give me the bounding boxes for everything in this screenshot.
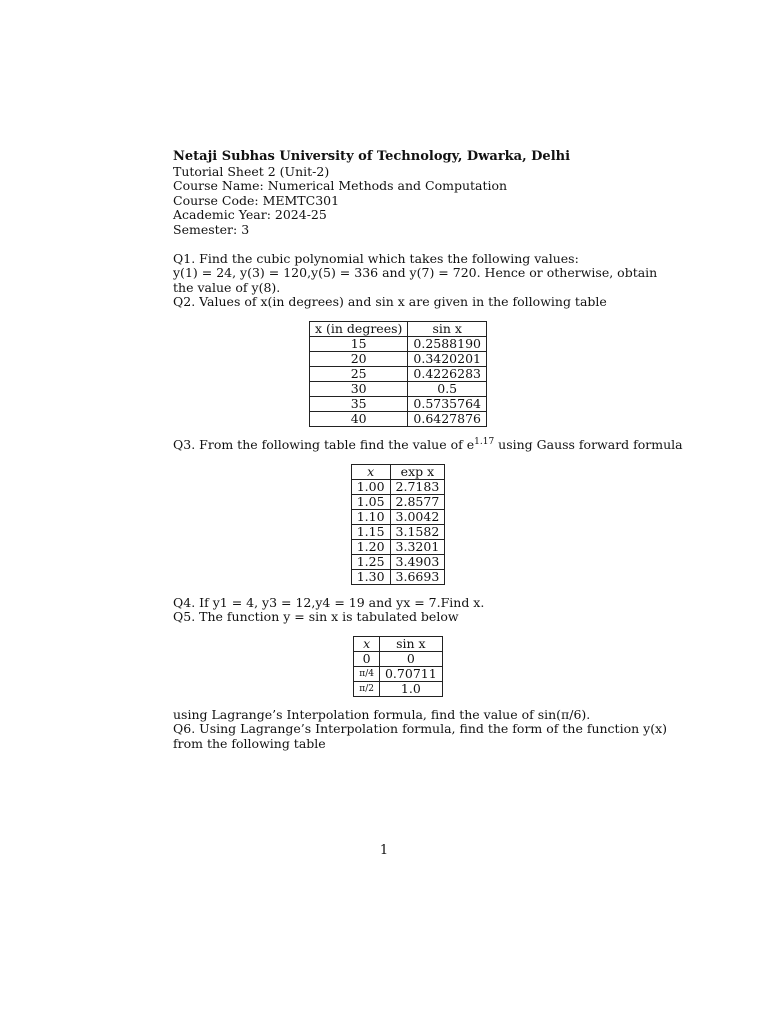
q6-label: Q6. [173,721,196,737]
table-header-row [351,464,445,479]
document-body [173,149,683,752]
table-cell: 25 [310,366,408,381]
table-row [310,396,487,411]
table-cell: 3.4903 [390,554,445,569]
course-name: Course Name: Numerical Methods and Computation [173,178,508,194]
table-row [310,336,487,351]
table-cell: 40 [310,411,408,426]
table-cell: 2.7183 [390,479,445,494]
q1-text: Find the cubic polynomial which takes the following values: [199,250,579,266]
table-cell: 20 [310,351,408,366]
table-cell: 0.5735764 [408,396,487,411]
table-row [310,351,487,366]
table-row [354,666,442,681]
q1-line1 [173,252,623,267]
semester: Semester: 3 [173,221,250,237]
table-header-cell: x [354,636,380,651]
q5-label: Q5. [173,609,196,625]
table-row [310,411,487,426]
table-row [310,366,487,381]
university-title: Netaji Subhas University of Technology, Dwarka, Delhi [173,149,571,164]
sin-radians-table [353,636,442,697]
table-cell: 35 [310,396,408,411]
question-1 [173,250,658,296]
table-cell: 3.1582 [390,524,445,539]
table-cell: 2.8577 [390,494,445,509]
table-cell: 0.3420201 [408,351,487,366]
table-row [354,651,442,666]
course-code: Course Code: MEMTC301 [173,192,340,208]
table-header-row [310,321,487,336]
table-cell: 1.30 [351,569,390,584]
q3-exponent: 1.17 [474,436,495,447]
table-cell: 3.3201 [390,539,445,554]
page-number: 1 [379,843,389,858]
table-row [351,509,445,524]
table-row [351,539,445,554]
table-header-row [354,636,442,651]
table-cell: π/4 [354,666,380,681]
q6-line1 [173,721,667,737]
table-header-cell: exp x [390,464,445,479]
q3-text-before: From the following table find the value of e [199,436,475,452]
exp-table [351,464,446,585]
q5-after-text: using Lagrange’s Interpolation formula, find the value of sin(π/6). [173,706,591,722]
q3-label: Q3. [173,436,196,452]
table-cell: 0.70711 [379,666,442,681]
q2-label: Q2. [173,294,196,310]
q1-line2: y(1) = 24, y(3) = 120,y(5) = 336 and y(7) = 720. Hence or otherwise, obtain [173,265,658,281]
q1-line3: the value of y(8). [173,279,281,295]
question-4 [173,596,623,611]
q4-label: Q4. [173,594,196,610]
table-cell: 30 [310,381,408,396]
table-row [310,381,487,396]
question-5 [173,610,623,722]
q4-line [173,596,623,611]
table-cell: 1.20 [351,539,390,554]
table-row [351,494,445,509]
tutorial-sheet: Tutorial Sheet 2 (Unit-2) [173,163,330,179]
table-header-cell: sin x [379,636,442,651]
table-cell: 0.2588190 [408,336,487,351]
q6-line2: from the following table [173,735,326,751]
q3-text-after: using Gauss forward formula [494,436,683,452]
table-cell: 3.6693 [390,569,445,584]
sin-degrees-table [309,321,487,427]
table-cell: 3.0042 [390,509,445,524]
q3-line [173,436,683,453]
table-cell: π/2 [354,681,380,696]
table-cell: 1.15 [351,524,390,539]
table-row [354,681,442,696]
q6-text: Using Lagrange’s Interpolation formula, find the form of the function y(x) [199,721,667,737]
question-3 [173,436,683,585]
table-cell: 1.0 [379,681,442,696]
q5-text: The function y = sin x is tabulated below [199,609,459,625]
q5-line [173,610,623,625]
q2-line [173,295,623,310]
table-header-cell: sin x [408,321,487,336]
table-row [351,569,445,584]
table-cell: 0.4226283 [408,366,487,381]
table-cell: 0.5 [408,381,487,396]
table-row [351,554,445,569]
table-header-cell: x (in degrees) [310,321,408,336]
q1-label: Q1. [173,250,196,266]
header-block [173,150,623,238]
table-cell: 0 [379,651,442,666]
question-6 [173,721,667,751]
table-cell: 1.10 [351,509,390,524]
q4-text: If y1 = 4, y3 = 12,y4 = 19 and yx = 7.Find x. [199,594,485,610]
academic-year: Academic Year: 2024-25 [173,207,327,223]
question-2 [173,295,623,427]
table-header-cell: x [351,464,390,479]
table-cell: 1.00 [351,479,390,494]
q2-text: Values of x(in degrees) and sin x are given in the following table [199,294,607,310]
table-cell: 1.25 [351,554,390,569]
table-cell: 0 [354,651,380,666]
table-cell: 15 [310,336,408,351]
table-row [351,479,445,494]
table-row [351,524,445,539]
table-cell: 1.05 [351,494,390,509]
table-cell: 0.6427876 [408,411,487,426]
